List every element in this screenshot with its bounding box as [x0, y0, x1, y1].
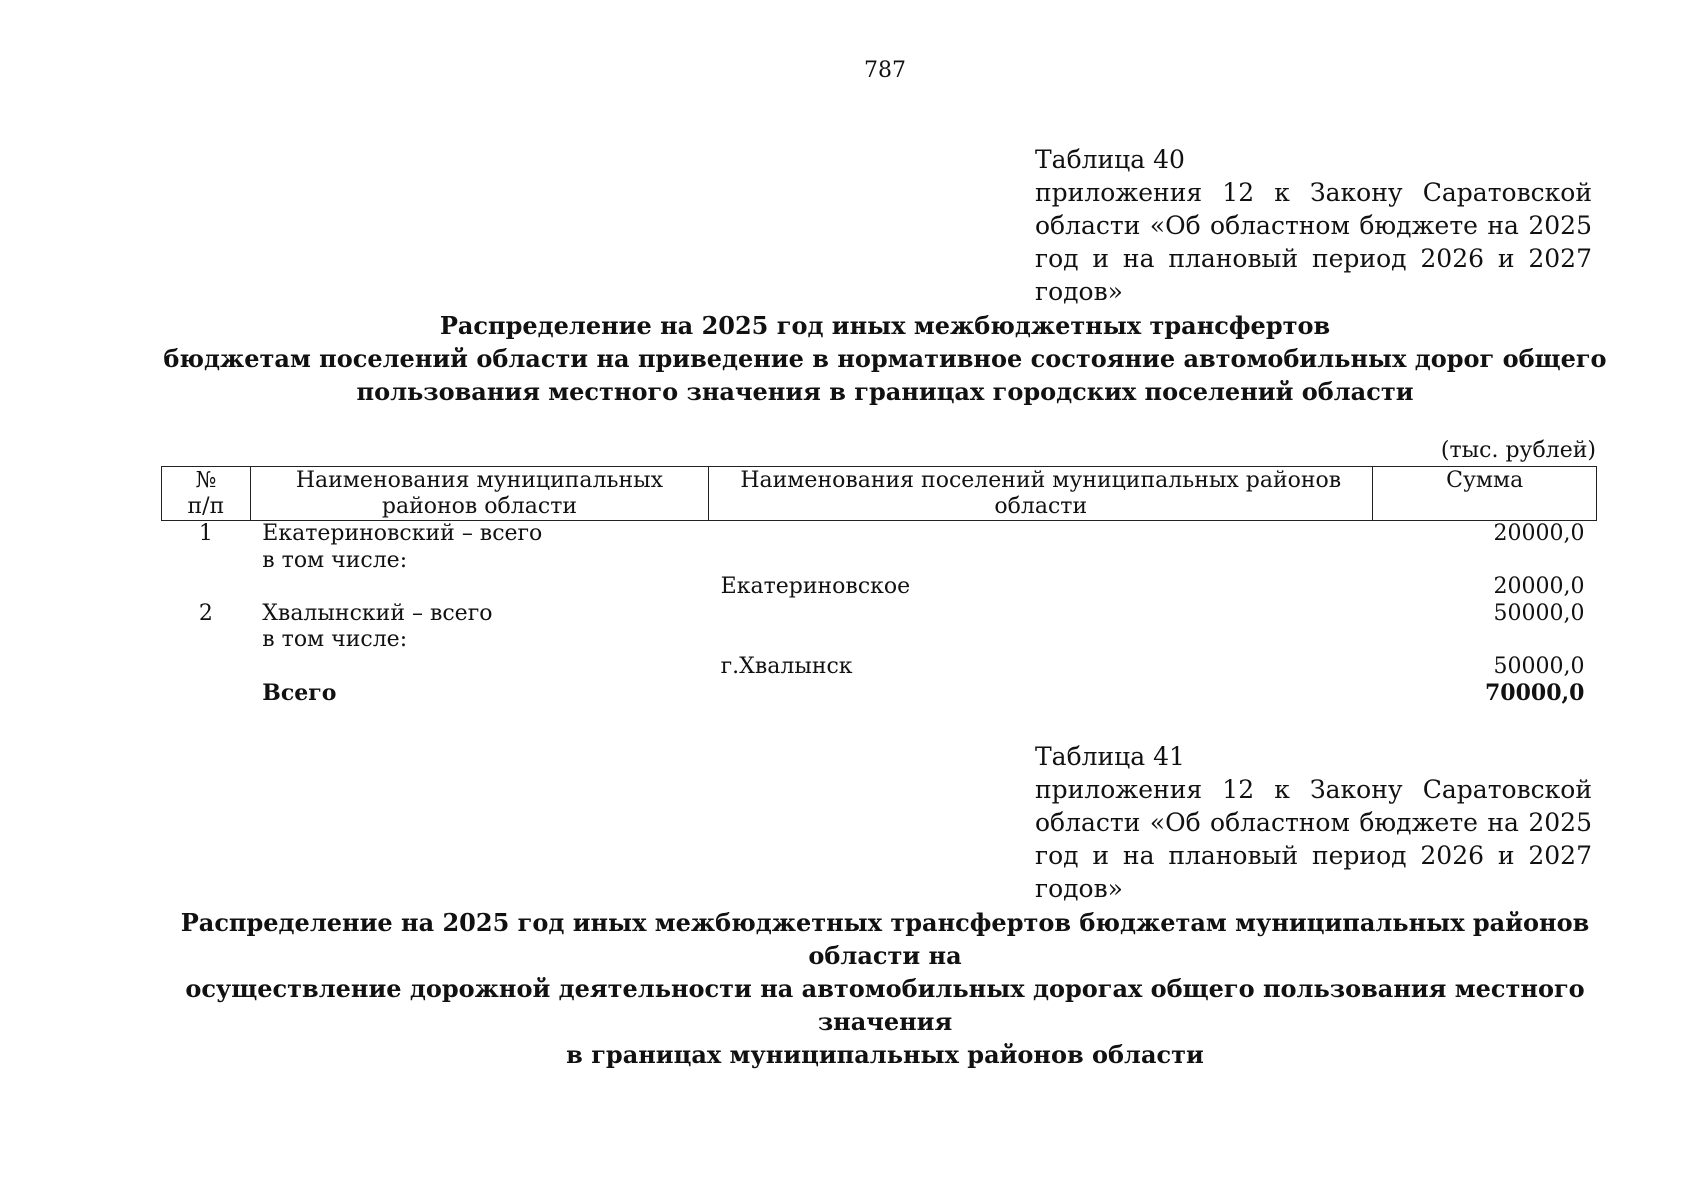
table-40-appendix-note [1035, 143, 1592, 308]
row-number: 1 [198, 521, 213, 546]
table-row [162, 548, 1597, 575]
table-header-row [162, 467, 1597, 521]
settlement-name: Екатериновское [720, 574, 911, 599]
settlement-name: г.Хвалынск [720, 653, 853, 679]
header-district-line-2: районов области [381, 494, 578, 519]
header-district-line-1: Наименования муниципальных [295, 468, 664, 493]
header-number [162, 467, 251, 521]
table-row [162, 521, 1597, 548]
district-sum: 20000,0 [1493, 521, 1585, 546]
table-41-title-line-2: осуществление дорожной деятельности на автомобильных дорогах общего пользования местного значения [185, 974, 1585, 1036]
table-row [162, 654, 1597, 681]
units-label: (тыс. рублей) [1440, 438, 1596, 463]
table-40-label: Таблица 40 [1035, 145, 1185, 174]
header-number-line-1: № [195, 468, 217, 493]
distribution-table [161, 466, 1597, 707]
district-name: Хвалынский – всего [262, 600, 493, 626]
header-district [250, 467, 708, 521]
table-41-title [160, 906, 1610, 1071]
table-40-title-line-3: пользования местного значения в границах городских поселений области [356, 377, 1414, 406]
district-sum: 50000,0 [1493, 600, 1585, 626]
district-subheading: в том числе: [262, 627, 408, 652]
table-40-title [160, 309, 1610, 408]
table-41-title-line-3: в границах муниципальных районов области [566, 1040, 1204, 1069]
page-number: 787 [864, 58, 906, 83]
table-40-appendix-text: приложения 12 к Закону Саратовской области «Об областном бюджете на 2025 год и на плановый период 2026 и 2027 годов» [1035, 178, 1592, 306]
table-40-title-line-2: бюджетам поселений области на приведение в нормативное состояние автомобильных дорог общего [163, 344, 1607, 373]
header-sum: Сумма [1373, 467, 1597, 521]
table-row [162, 574, 1597, 601]
total-row [162, 680, 1597, 707]
table-41-appendix-note [1035, 740, 1592, 905]
header-number-line-2: п/п [187, 494, 225, 519]
district-name: Екатериновский – всего [262, 521, 543, 546]
table-40-title-line-1: Распределение на 2025 год иных межбюджетных трансфертов [439, 311, 1331, 340]
total-value: 70000,0 [1484, 680, 1585, 706]
settlement-sum: 50000,0 [1493, 653, 1585, 679]
settlement-sum: 20000,0 [1493, 574, 1585, 599]
table-row [162, 601, 1597, 628]
total-label: Всего [262, 680, 337, 706]
table-41-appendix-text: приложения 12 к Закону Саратовской области «Об областном бюджете на 2025 год и на плановый период 2026 и 2027 годов» [1035, 775, 1592, 903]
header-settlement: Наименования поселений муниципальных районов области [709, 467, 1373, 521]
district-subheading: в том числе: [262, 547, 408, 573]
table-41-title-line-1: Распределение на 2025 год иных межбюджетных трансфертов бюджетам муниципальных районов области на [180, 908, 1590, 970]
table-41-label: Таблица 41 [1035, 742, 1185, 771]
row-number: 2 [198, 600, 213, 626]
table-row [162, 627, 1597, 654]
